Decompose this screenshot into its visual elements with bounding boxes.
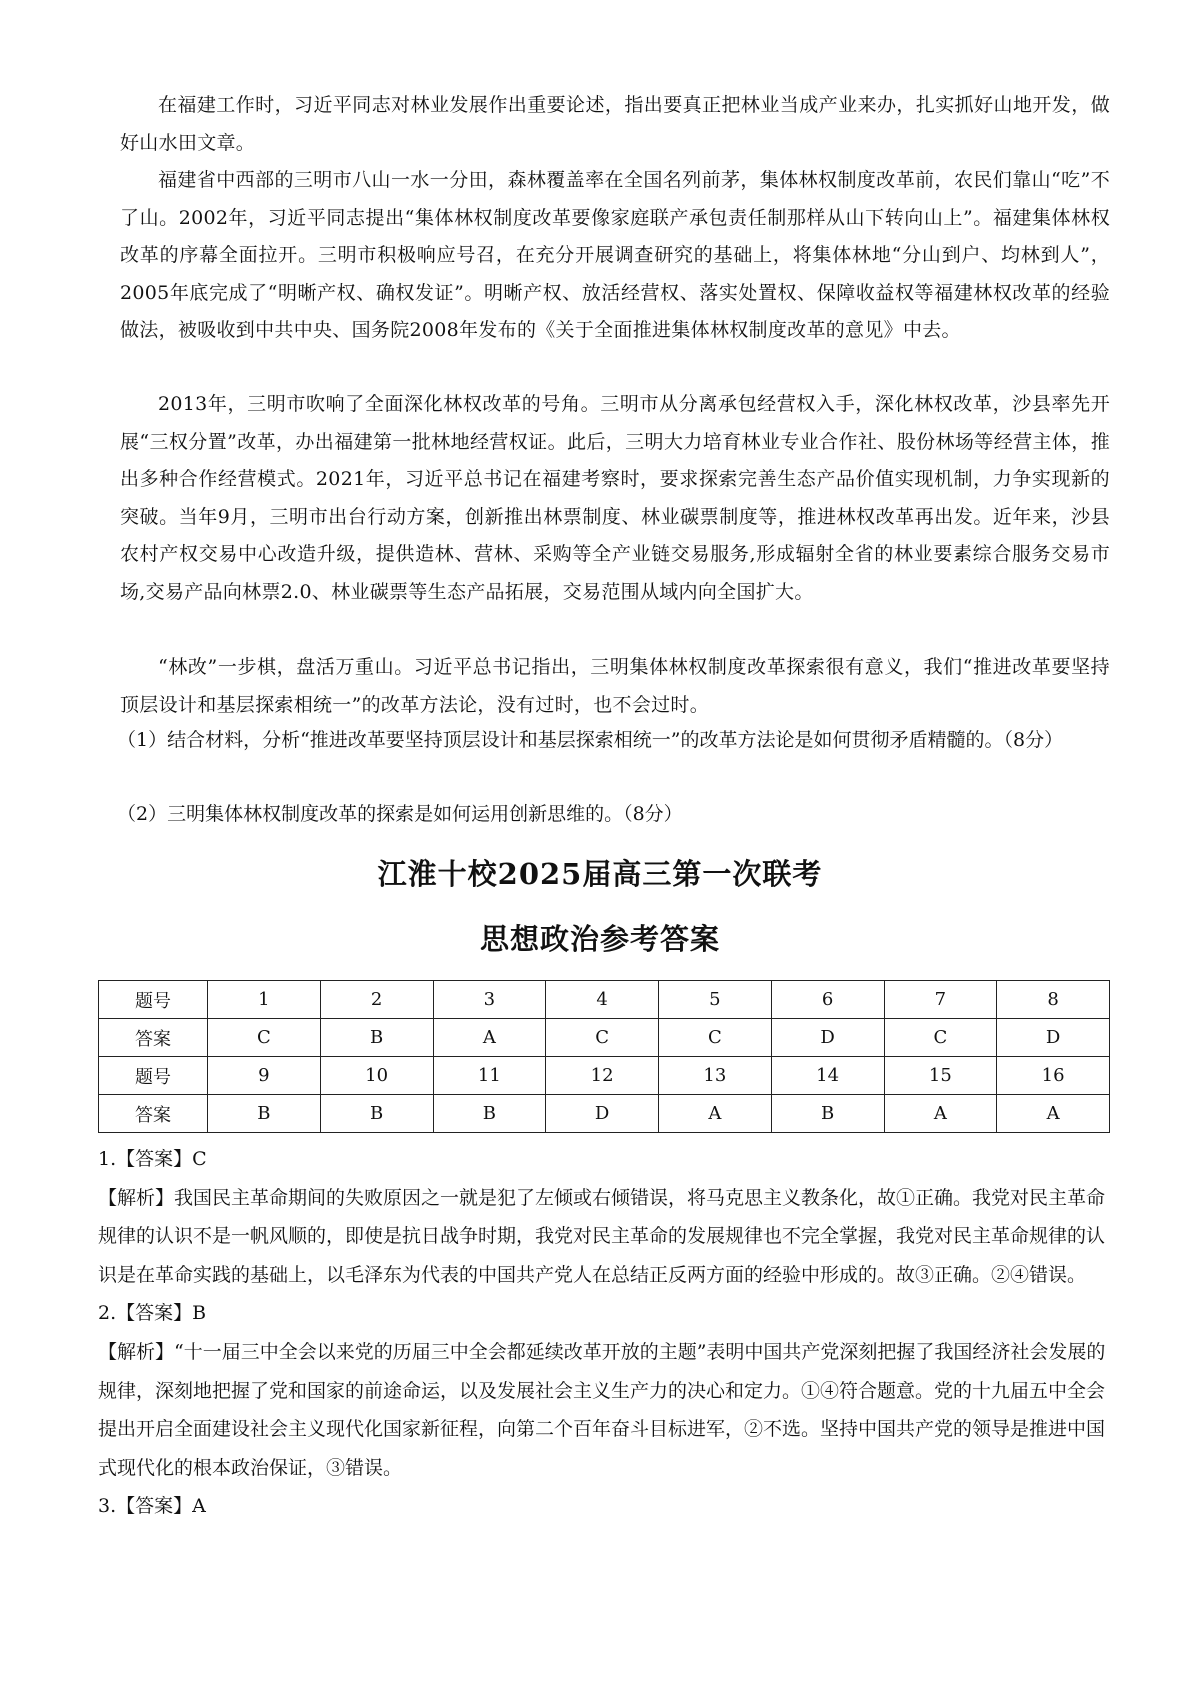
answer-cell: A bbox=[659, 1095, 772, 1133]
answer-label: 答案 bbox=[99, 1019, 208, 1057]
question-number: 1 bbox=[208, 981, 321, 1019]
question-number: 6 bbox=[771, 981, 884, 1019]
answer-1-heading: 1.【答案】C bbox=[98, 1148, 207, 1170]
answer-cell: D bbox=[997, 1019, 1110, 1057]
answer-cell: C bbox=[208, 1019, 321, 1057]
question-number-label: 题号 bbox=[99, 1057, 208, 1095]
answer-cell: D bbox=[546, 1095, 659, 1133]
answer-key-title: 思想政治参考答案 bbox=[479, 922, 720, 956]
table-row bbox=[99, 981, 1110, 1019]
answer-cell: D bbox=[771, 1019, 884, 1057]
table-row bbox=[99, 1019, 1110, 1057]
material-paragraph-1: 在福建工作时，习近平同志对林业发展作出重要论述，指出要真正把林业当成产业来办，扎实抓好山地开发，做好山水田文章。 bbox=[120, 94, 1110, 154]
question-number: 10 bbox=[320, 1057, 433, 1095]
answer-cell: C bbox=[546, 1019, 659, 1057]
answer-cell: A bbox=[433, 1019, 546, 1057]
answer-cell: A bbox=[997, 1095, 1110, 1133]
answer-1-explanation: 【解析】我国民主革命期间的失败原因之一就是犯了左倾或右倾错误，将马克思主义教条化，故①正确。我党对民主革命规律的认识不是一帆风顺的，即使是抗日战争时期，我党对民主革命的发展规律也不完全掌握，我党对民主革命规律的认识是在革命实践的基础上，以毛泽东为代表的中国共产党人在总结正反两方面的经验中形成的。故③正确。②④错误。 bbox=[98, 1186, 1106, 1286]
table-row bbox=[99, 1095, 1110, 1133]
answer-cell: B bbox=[208, 1095, 321, 1133]
answer-2-explanation: 【解析】“十一届三中全会以来党的历届三中全会都延续改革开放的主题”表明中国共产党深刻把握了我国经济社会发展的规律，深刻地把握了党和国家的前途命运，以及发展社会主义生产力的决心和定力。①④符合题意。党的十九届五中全会提出开启全面建设社会主义现代化国家新征程，向第二个百年奋斗目标进军，②不选。坚持中国共产党的领导是推进中国式现代化的根本政治保证，③错误。 bbox=[98, 1340, 1106, 1479]
answer-2-heading: 2.【答案】B bbox=[98, 1302, 207, 1325]
question-number: 9 bbox=[208, 1057, 321, 1095]
table-row bbox=[99, 1057, 1110, 1095]
question-number: 7 bbox=[884, 981, 997, 1019]
answer-label: 答案 bbox=[99, 1095, 208, 1133]
answer-table bbox=[98, 980, 1110, 1133]
question-number: 3 bbox=[433, 981, 546, 1019]
answer-cell: A bbox=[884, 1095, 997, 1133]
answer-3-heading: 3.【答案】A bbox=[98, 1495, 206, 1518]
answer-cell: B bbox=[320, 1019, 433, 1057]
question-number: 5 bbox=[659, 981, 772, 1019]
question-number: 13 bbox=[659, 1057, 772, 1095]
question-number: 16 bbox=[997, 1057, 1110, 1095]
question-2: （2）三明集体林权制度改革的探索是如何运用创新思维的。（8分） bbox=[117, 803, 683, 825]
material-paragraph-3: 2013年，三明市吹响了全面深化林权改革的号角。三明市从分离承包经营权入手，深化林权改革，沙县率先开展“三权分置”改革，办出福建第一批林地经营权证。此后，三明大力培育林业专业合作社、股份林场等经营主体，推出多种合作经营模式。2021年，习近平总书记在福建考察时，要求探索完善生态产品价值实现机制，力争实现新的突破。当年9月，三明市出台行动方案，创新推出林票制度、林业碳票制度等，推进林权改革再出发。近年来，沙县农村产权交易中心改造升级，提供造林、营林、采购等全产业链交易服务,形成辐射全省的林业要素综合服务交易市场,交易产品向林票2.0、林业碳票等生态产品拓展，交易范围从域内向全国扩大。 bbox=[120, 393, 1110, 603]
question-number: 11 bbox=[433, 1057, 546, 1095]
question-number: 14 bbox=[771, 1057, 884, 1095]
answer-cell: C bbox=[659, 1019, 772, 1057]
answer-cell: C bbox=[884, 1019, 997, 1057]
answer-explanations bbox=[98, 1140, 1110, 1526]
answer-cell: B bbox=[320, 1095, 433, 1133]
question-number-label: 题号 bbox=[99, 981, 208, 1019]
question-number: 12 bbox=[546, 1057, 659, 1095]
question-number: 8 bbox=[997, 981, 1110, 1019]
question-number: 2 bbox=[320, 981, 433, 1019]
material-paragraph-2: 福建省中西部的三明市八山一水一分田，森林覆盖率在全国名列前茅，集体林权制度改革前，农民们靠山“吃”不了山。2002年，习近平同志提出“集体林权制度改革要像家庭联产承包责任制那样从山下转向山上”。福建集体林权改革的序幕全面拉开。三明市积极响应号召，在充分开展调查研究的基础上，将集体林地“分山到户、均林到人”，2005年底完成了“明晰产权、确权发证”。明晰产权、放活经营权、落实处置权、保障收益权等福建林权改革的经验做法，被吸收到中共中央、国务院2008年发布的《关于全面推进集体林权制度改革的意见》中去。 bbox=[120, 169, 1110, 341]
question-1: （1）结合材料，分析“推进改革要坚持顶层设计和基层探索相统一”的改革方法论是如何贯彻矛盾精髓的。（8分） bbox=[117, 729, 1064, 751]
question-number: 4 bbox=[546, 981, 659, 1019]
material-paragraph-4: “林改”一步棋，盘活万重山。习近平总书记指出，三明集体林权制度改革探索很有意义，我们“推进改革要坚持顶层设计和基层探索相统一”的改革方法论，没有过时，也不会过时。 bbox=[120, 656, 1110, 716]
answer-cell: B bbox=[433, 1095, 546, 1133]
question-number: 15 bbox=[884, 1057, 997, 1095]
exam-title: 江淮十校2025届高三第一次联考 bbox=[377, 857, 823, 891]
answer-cell: B bbox=[771, 1095, 884, 1133]
